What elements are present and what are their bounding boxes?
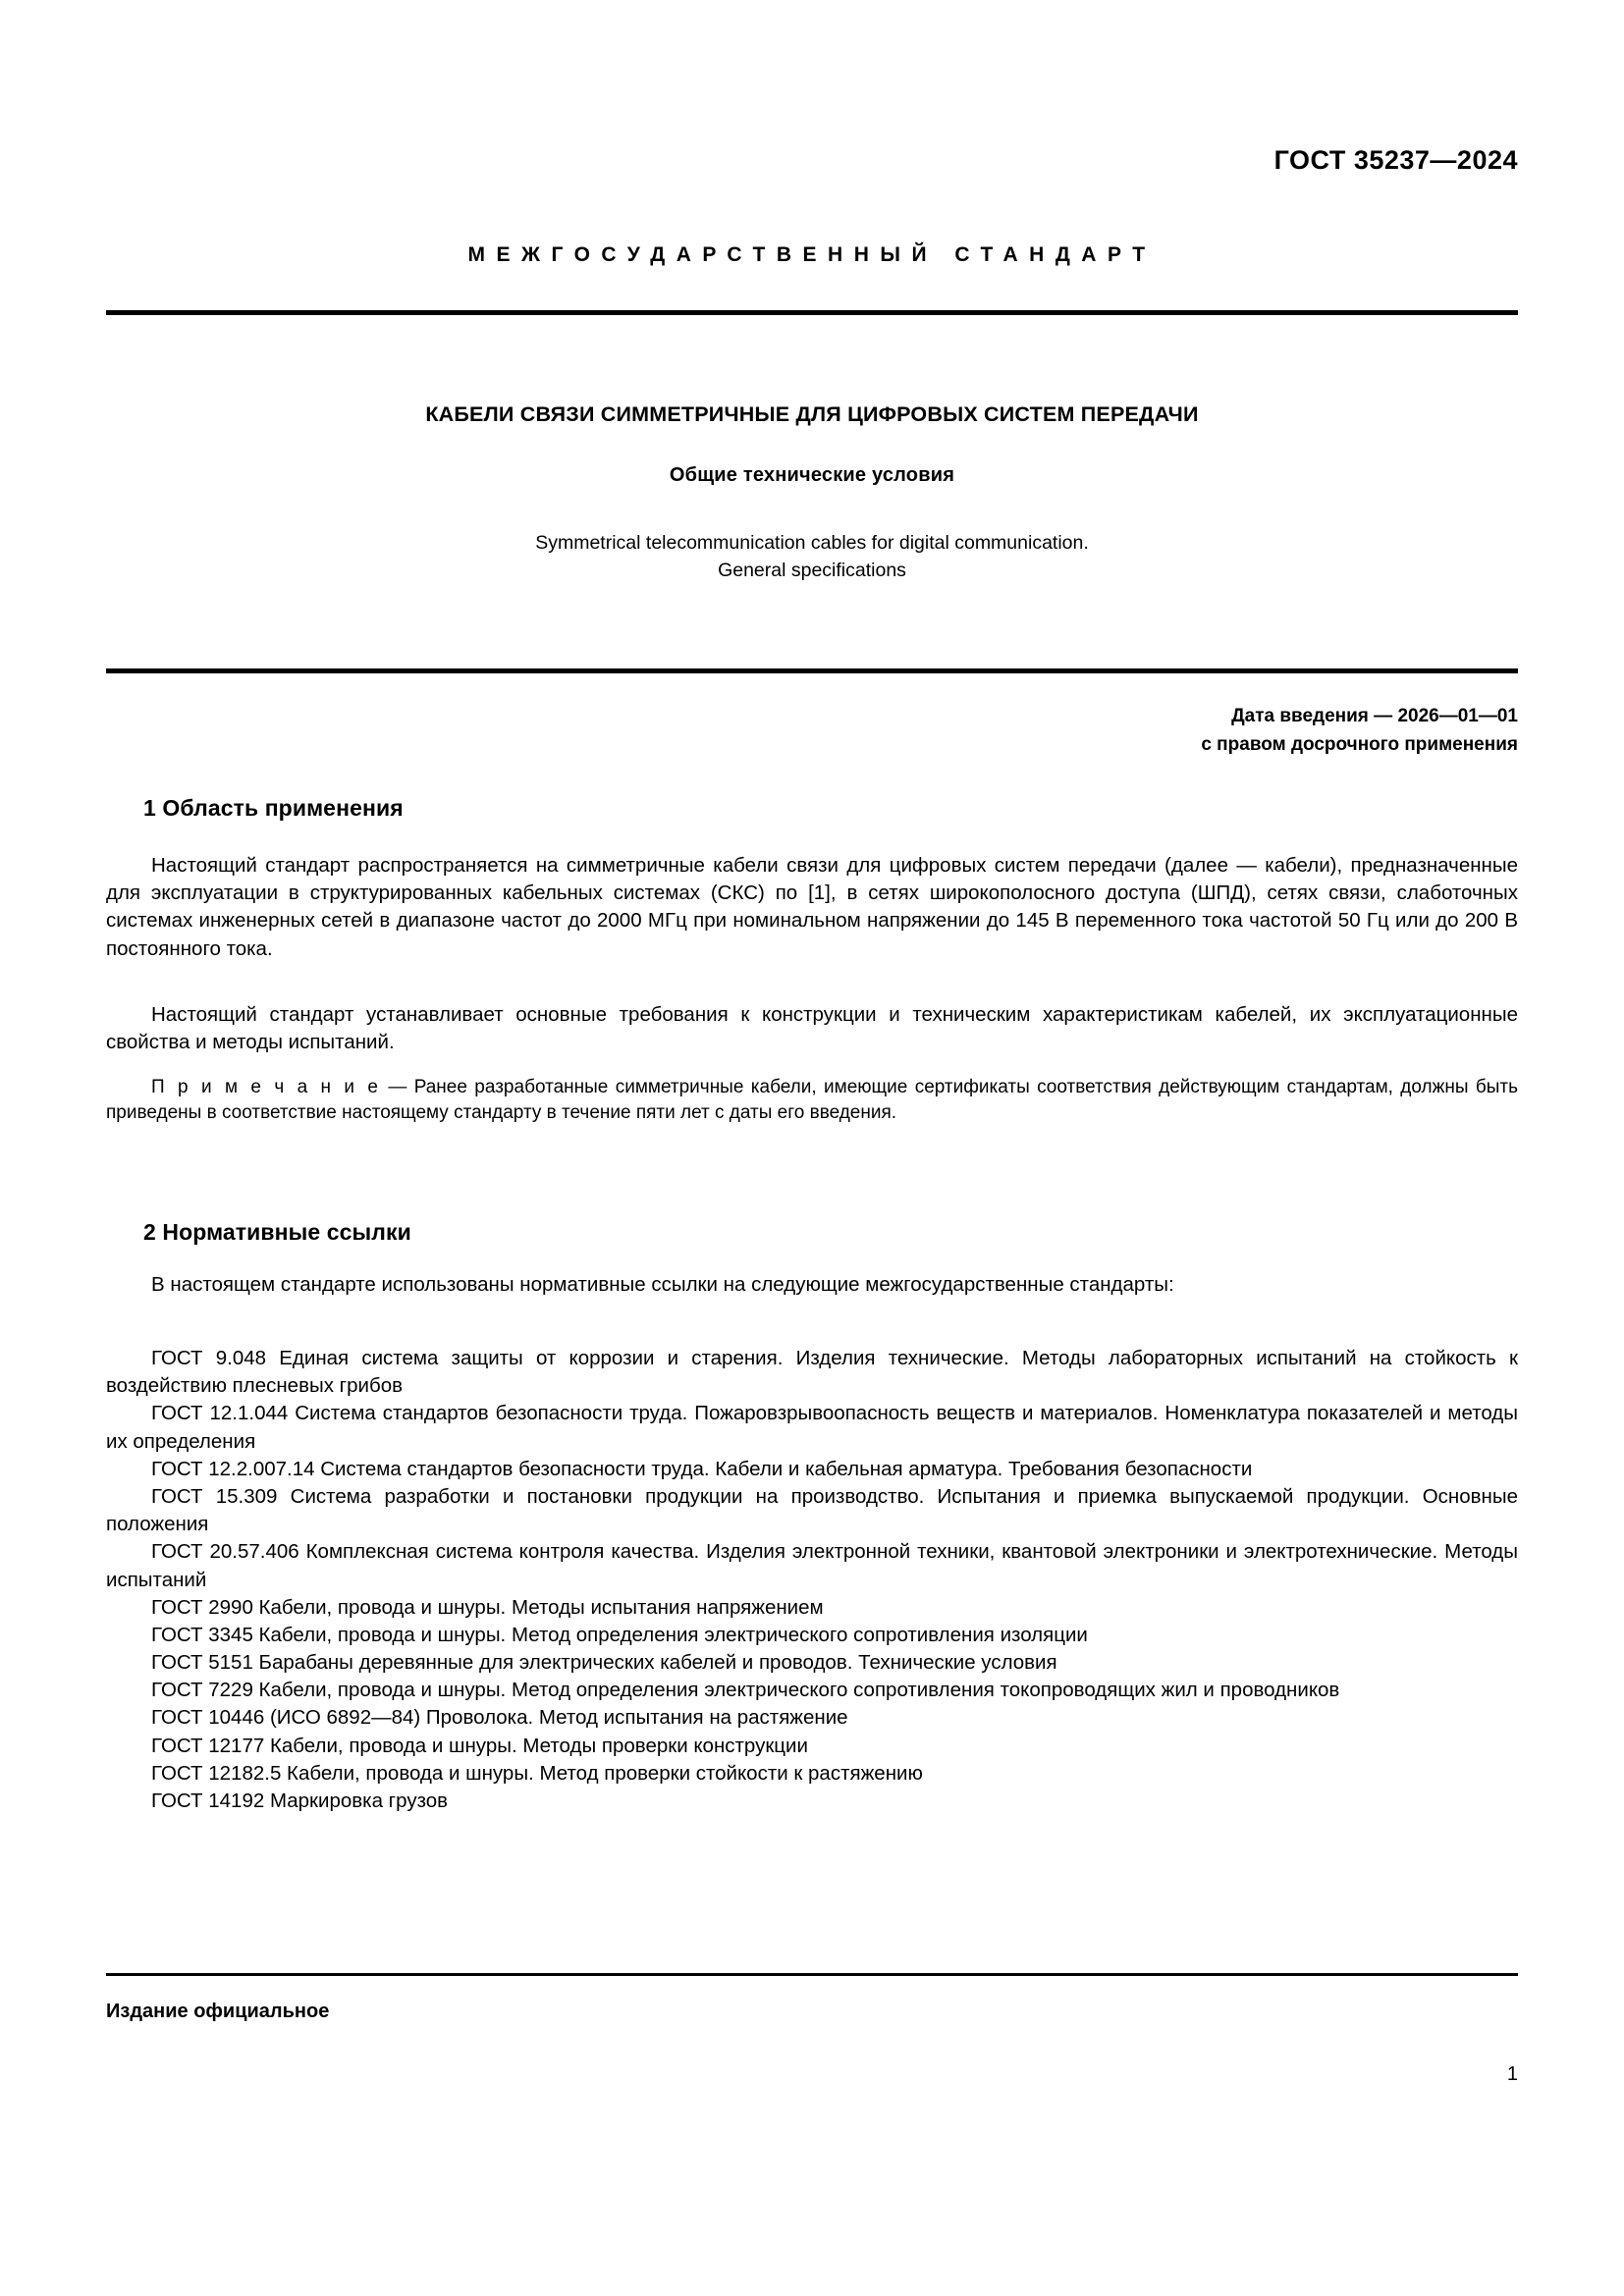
divider-top [106, 310, 1518, 315]
reference-item: ГОСТ 20.57.406 Комплексная система контроля качества. Изделия электронной техники, квантовой электроники и электротехнические. Методы испытаний [106, 1540, 1518, 1591]
section-1-paragraph-1 [106, 852, 1518, 963]
page-title: КАБЕЛИ СВЯЗИ СИММЕТРИЧНЫЕ ДЛЯ ЦИФРОВЫХ СИСТЕМ ПЕРЕДАЧИ [425, 402, 1199, 426]
section-1-note [106, 1075, 1518, 1126]
reference-item: ГОСТ 15.309 Система разработки и постановки продукции на производство. Испытания и приемка выпускаемой продукции. Основные положения [106, 1484, 1518, 1536]
page-content [106, 0, 1518, 2296]
divider-title-bottom [106, 668, 1518, 673]
footer-official-edition: Издание официальное [106, 2001, 330, 2022]
standard-type-heading: МЕЖГОСУДАРСТВЕННЫЙ СТАНДАРТ [467, 243, 1157, 266]
page-subtitle: Общие технические условия [669, 464, 955, 486]
title-block [106, 402, 1518, 584]
paragraph-text: Настоящий стандарт устанавливает основные требования к конструкции и техническим характеристикам кабелей, их эксплуатационные свойства и методы испытаний. [106, 1003, 1518, 1054]
section-2-heading: 2 Нормативные ссылки [143, 1219, 411, 1245]
paragraph-text: Настоящий стандарт распространяется на симметричные кабели связи для цифровых систем передачи (далее — кабели), предназначенные для эксплуатации в структурированных кабельных системах (СКС) по [1], в сетях широкополосного доступа (ШПД), сетях связи, слаботочных системах инженерных сетей в диапазоне частот до 2000 МГц при номинальном напряжении до 145 В переменного тока частотой 50 Гц или до 200 В постоянного тока. [106, 854, 1518, 960]
reference-item: ГОСТ 2990 Кабели, провода и шнуры. Методы испытания напряжением [151, 1595, 824, 1619]
title-english [106, 530, 1518, 584]
title-english-line2: General specifications [718, 559, 906, 581]
reference-item: ГОСТ 9.048 Единая система защиты от коррозии и старения. Изделия технические. Методы лабораторных испытаний на стойкость к воздействию плесневых грибов [106, 1347, 1518, 1398]
normative-references-list [106, 1345, 1518, 1815]
introduction-date [1201, 703, 1518, 759]
note-label: П р и м е ч а н и е [151, 1077, 381, 1097]
note-paragraph [106, 1075, 1518, 1126]
reference-item: ГОСТ 3345 Кабели, провода и шнуры. Метод определения электрического сопротивления изоляции [151, 1623, 1088, 1646]
section-1-paragraph-2 [106, 1001, 1518, 1056]
note-text: — Ранее разработанные симметричные кабели, имеющие сертификаты соответствия действующим стандартам, должны быть приведены в соответствие настоящему стандарту в течение пяти лет с даты его введения. [106, 1077, 1518, 1124]
reference-item: ГОСТ 12.1.044 Система стандартов безопасности труда. Пожаровзрывоопасность веществ и материалов. Номенклатура показателей и методы их определения [106, 1402, 1518, 1453]
introduction-date-line2: с правом досрочного применения [1201, 733, 1518, 755]
reference-item: ГОСТ 14192 Маркировка грузов [151, 1789, 449, 1812]
reference-item: ГОСТ 12.2.007.14 Система стандартов безопасности труда. Кабели и кабельная арматура. Требования безопасности [151, 1457, 1253, 1480]
section-2-paragraph-1 [106, 1271, 1518, 1299]
reference-item: ГОСТ 12177 Кабели, провода и шнуры. Методы проверки конструкции [151, 1734, 808, 1757]
divider-footer [106, 1973, 1518, 1976]
reference-item: ГОСТ 5151 Барабаны деревянные для электрических кабелей и проводов. Технические условия [151, 1651, 1057, 1675]
reference-item: ГОСТ 7229 Кабели, провода и шнуры. Метод определения электрического сопротивления токопроводящих жил и проводников [151, 1679, 1340, 1702]
page-number: 1 [1506, 2063, 1518, 2085]
reference-item: ГОСТ 10446 (ИСО 6892—84) Проволока. Метод испытания на растяжение [151, 1706, 848, 1730]
title-english-line1: Symmetrical telecommunication cables for digital communication. [535, 532, 1089, 554]
document-number: ГОСТ 35237—2024 [1273, 145, 1518, 175]
paragraph-text: В настоящем стандарте использованы нормативные ссылки на следующие межгосударственные стандарты: [151, 1273, 1174, 1296]
introduction-date-line1: Дата введения — 2026—01—01 [1231, 706, 1518, 726]
reference-item: ГОСТ 12182.5 Кабели, провода и шнуры. Метод проверки стойкости к растяжению [151, 1761, 923, 1785]
section-1-heading: 1 Область применения [143, 795, 404, 821]
